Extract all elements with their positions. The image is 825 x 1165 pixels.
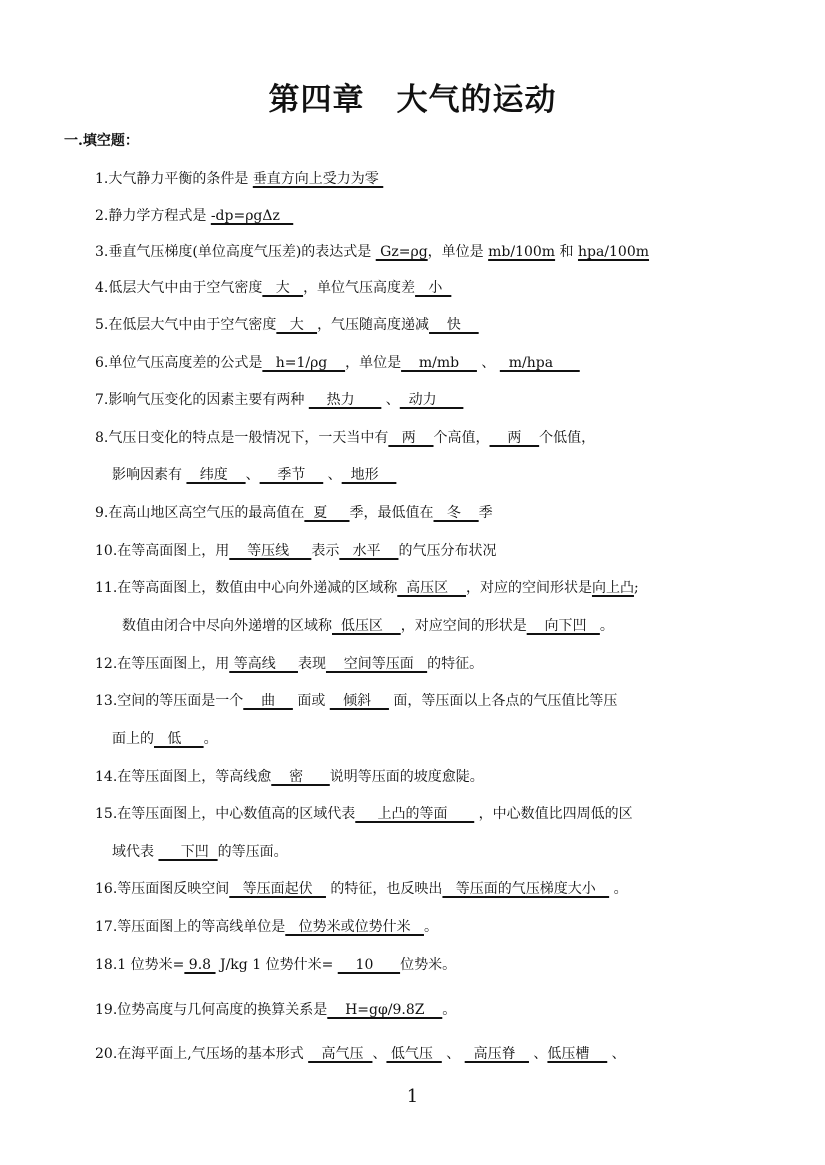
answer-blank: 高压脊 bbox=[464, 1046, 529, 1062]
answer-blank: m/hpa bbox=[499, 355, 580, 371]
question-line: 影响因素有 纬度 、 季节 、 地形 bbox=[112, 464, 396, 484]
question-line: 4.低层大气中由于空气密度 大 ，单位气压高度差 小 bbox=[95, 277, 451, 297]
question-line: 5.在低层大气中由于空气密度 大 ，气压随高度递减 快 bbox=[95, 314, 479, 334]
question-line: 10.在等高面图上，用 等压线 表示 水平 的气压分布状况 bbox=[95, 540, 496, 560]
answer-blank: 地形 bbox=[341, 467, 397, 483]
answer-blank: 10 bbox=[337, 957, 401, 973]
answer-blank: h=1/ρg bbox=[262, 355, 346, 371]
answer-blank: 位势米或位势什米 bbox=[285, 919, 424, 935]
answer-blank: 季节 bbox=[259, 467, 324, 483]
question-line: 8.气压日变化的特点是一般情况下，一天当中有 两 个高值， 两 个低值， bbox=[95, 427, 595, 447]
answer-blank: 低压区 bbox=[332, 618, 401, 634]
question-line: 17.等压面图上的等高线单位是 位势米或位势什米 。 bbox=[95, 916, 438, 936]
answer-blank: 倾斜 bbox=[329, 693, 389, 709]
answer-blank: 向下凹 bbox=[526, 618, 600, 634]
section-heading: 一.填空题： bbox=[64, 133, 139, 149]
question-line: 域代表 下凹 的等压面。 bbox=[112, 841, 288, 861]
answer-blank: 空间等压面 bbox=[325, 656, 428, 672]
question-line: 数值由闭合中尽向外递增的区域称 低压区 ，对应空间的形状是 向下凹 。 bbox=[122, 615, 614, 635]
question-line: 1.大气静力平衡的条件是 垂直方向上受力为零 bbox=[95, 168, 383, 188]
answer-blank: 向上凸 bbox=[591, 580, 634, 596]
answer-blank: 低压槽 bbox=[547, 1046, 608, 1062]
answer-blank: 水平 bbox=[339, 543, 399, 559]
answer-blank: Gz=ρg bbox=[375, 244, 428, 260]
question-line: 15.在等压面图上，中心数值高的区域代表 上凸的等面 ，中心数值比四周低的区 bbox=[95, 803, 633, 823]
answer-blank: 夏 bbox=[304, 505, 350, 521]
question-line: 11.在等高面图上，数值由中心向外递减的区域称 高压区 ，对应的空间形状是向上凸; bbox=[95, 577, 639, 597]
answer-blank: 下凹 bbox=[158, 844, 218, 860]
answer-blank: 等压线 bbox=[229, 543, 312, 559]
answer-blank: 高压区 bbox=[397, 580, 466, 596]
answer-blank: 大 bbox=[276, 317, 318, 333]
answer-blank: 等高线 bbox=[229, 656, 298, 672]
answer-blank: 垂直方向上受力为零 bbox=[252, 171, 384, 187]
answer-blank: 等压面的气压梯度大小 bbox=[442, 881, 610, 897]
answer-blank: 小 bbox=[415, 280, 452, 296]
answer-blank: 纬度 bbox=[186, 467, 246, 483]
question-line: 2.静力学方程式是 -dp=ρgΔz bbox=[95, 208, 294, 224]
page-title: 第四章 大气的运动 bbox=[268, 82, 557, 118]
answer-blank: 冬 bbox=[433, 505, 479, 521]
answer-blank: m/mb bbox=[401, 355, 477, 371]
page-number: 1 bbox=[406, 1086, 419, 1107]
answer-blank: hpa/100m bbox=[577, 244, 650, 260]
question-line: 9.在高山地区高空气压的最高值在 夏 季，最低值在 冬 季 bbox=[95, 502, 493, 522]
answer-blank: 9.8 bbox=[184, 957, 216, 973]
question-line: 19.位势高度与几何高度的换算关系是 H=gφ/9.8Z 。 bbox=[95, 1002, 457, 1018]
question-line: 14.在等压面图上，等高线愈 密 说明等压面的坡度愈陡。 bbox=[95, 766, 484, 786]
question-line: 7.影响气压变化的因素主要有两种 热力 、 动力 bbox=[95, 389, 463, 409]
answer-blank: 低气压 bbox=[386, 1046, 442, 1062]
answer-blank: 低 bbox=[154, 731, 204, 747]
question-line: 16.等压面图反映空间 等压面起伏 的特征，也反映出 等压面的气压梯度大小 。 bbox=[95, 878, 628, 898]
answer-blank: 两 bbox=[388, 430, 434, 446]
answer-blank: mb/100m bbox=[488, 244, 556, 260]
answer-blank: 曲 bbox=[243, 693, 293, 709]
answer-blank: 大 bbox=[262, 280, 304, 296]
answer-blank: -dp=ρgΔz bbox=[210, 208, 294, 224]
question-line: 13.空间的等压面是一个 曲 面或 倾斜 面，等压面以上各点的气压值比等压 bbox=[95, 690, 617, 710]
answer-blank: 密 bbox=[271, 769, 330, 785]
answer-blank: H=gφ/9.8Z bbox=[327, 1002, 443, 1018]
question-line: 3.垂直气压梯度(单位高度气压差)的表达式是 Gz=ρg，单位是 mb/100m 和 hpa/100m bbox=[95, 244, 650, 260]
answer-blank: 快 bbox=[429, 317, 479, 333]
question-line: 20.在海平面上,气压场的基本形式 高气压 、 低气压 、 高压脊 、低压槽 、 bbox=[95, 1043, 626, 1063]
answer-blank: 等压面起伏 bbox=[229, 881, 326, 897]
question-line: 6.单位气压高度差的公式是 h=1/ρg ，单位是 m/mb 、 m/hpa bbox=[95, 355, 580, 371]
answer-blank: 热力 bbox=[308, 392, 382, 408]
answer-blank: 上凸的等面 bbox=[355, 806, 475, 822]
answer-blank: 动力 bbox=[399, 392, 464, 408]
answer-blank: 两 bbox=[489, 430, 540, 446]
question-line: 12.在等压面图上，用 等高线 表现 空间等压面 的特征。 bbox=[95, 653, 483, 673]
answer-blank: 高气压 bbox=[308, 1046, 373, 1062]
question-line: 面上的 低 。 bbox=[112, 728, 218, 748]
question-line: 18.1 位势米= 9.8 J/kg 1 位势什米= 10 位势米。 bbox=[95, 957, 457, 973]
